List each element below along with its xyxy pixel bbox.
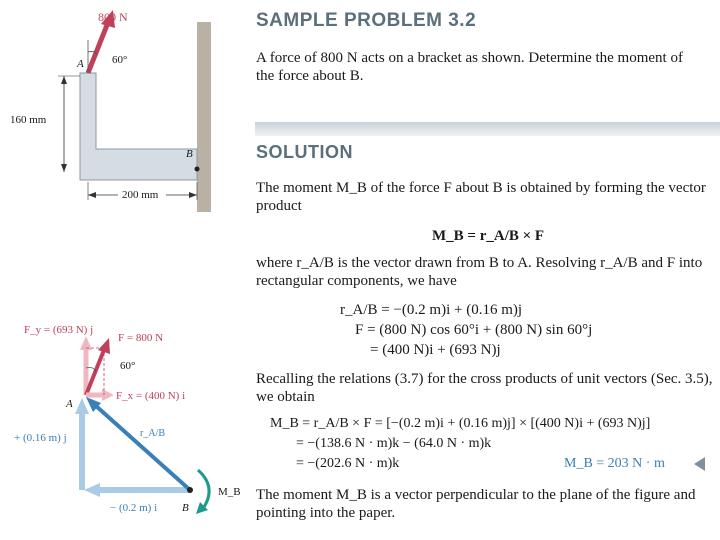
equation-main: M_B = r_A/B × F: [432, 228, 545, 244]
where-line-2: rectangular components, we have: [256, 273, 457, 289]
point-b-dot: [195, 167, 200, 172]
equation-f2: = (400 N)i + (693 N)j: [370, 342, 501, 358]
bracket-figure-svg: [0, 0, 250, 220]
height-label: 160 mm: [10, 114, 47, 126]
section-divider: [255, 122, 720, 136]
problem-title: SAMPLE PROBLEM 3.2: [256, 10, 477, 31]
bracket: [80, 73, 197, 180]
equation-m2: = −(138.6 N · m)k − (64.0 N · m)k: [296, 436, 492, 451]
wall: [197, 22, 211, 212]
point-b-label: B: [182, 502, 189, 514]
width-label: 200 mm: [122, 189, 159, 201]
r-ab-vector: [96, 406, 190, 490]
where-line-1: where r_A/B is the vector drawn from B to A. Resolving r_A/B and F into: [256, 255, 703, 271]
answer: M_B = 203 N · m: [564, 456, 665, 471]
angle-label: 60°: [112, 54, 128, 66]
equation-m3: = −(202.6 N · m)k: [296, 456, 400, 471]
f-arrow: [86, 350, 104, 395]
equation-r: r_A/B = −(0.2 m)i + (0.16 m)j: [340, 302, 523, 318]
problem-statement-2: the force about B.: [256, 68, 364, 84]
equation-m1: M_B = r_A/B × F = [−(0.2 m)i + (0.16 m)j] × [(400 N)i + (693 N)j]: [270, 416, 651, 431]
f-label: F = 800 N: [118, 332, 164, 344]
horizontal-label: − (0.2 m) i: [110, 502, 158, 514]
point-b-dot: [187, 487, 193, 493]
bracket-figure: [0, 0, 250, 220]
r-ab-label: r_A/B: [140, 428, 165, 439]
final-line-2: pointing into the paper.: [256, 505, 396, 521]
recall-line-1: Recalling the relations (3.7) for the cross products of unit vectors (Sec. 3.5),: [256, 371, 713, 387]
moment-label: M_B: [218, 486, 241, 498]
answer-marker-icon: [694, 457, 705, 471]
force-arrow: [88, 20, 109, 73]
f-arrowhead: [98, 338, 110, 354]
point-b-label: B: [186, 148, 193, 160]
problem-statement-1: A force of 800 N acts on a bracket as shown. Determine the moment of: [256, 50, 683, 66]
point-a-label: A: [77, 58, 84, 70]
solution-intro-2: product: [256, 198, 302, 214]
vertical-label: + (0.16 m) j: [14, 432, 67, 444]
force-label: 800 N: [98, 10, 128, 24]
angle-label: 60°: [120, 360, 136, 372]
vector-diagram: [0, 300, 250, 525]
recall-line-2: we obtain: [256, 389, 315, 405]
equation-f1: F = (800 N) cos 60°i + (800 N) sin 60°j: [355, 322, 593, 338]
solution-title: SOLUTION: [256, 142, 353, 162]
final-line-1: The moment M_B is a vector perpendicular to the plane of the figure and: [256, 487, 696, 503]
fx-label: F_x = (400 N) i: [116, 390, 186, 402]
fy-label: F_y = (693 N) j: [24, 324, 94, 336]
solution-intro-1: The moment M_B of the force F about B is obtained by forming the vector: [256, 180, 706, 196]
point-a-label: A: [66, 398, 73, 410]
